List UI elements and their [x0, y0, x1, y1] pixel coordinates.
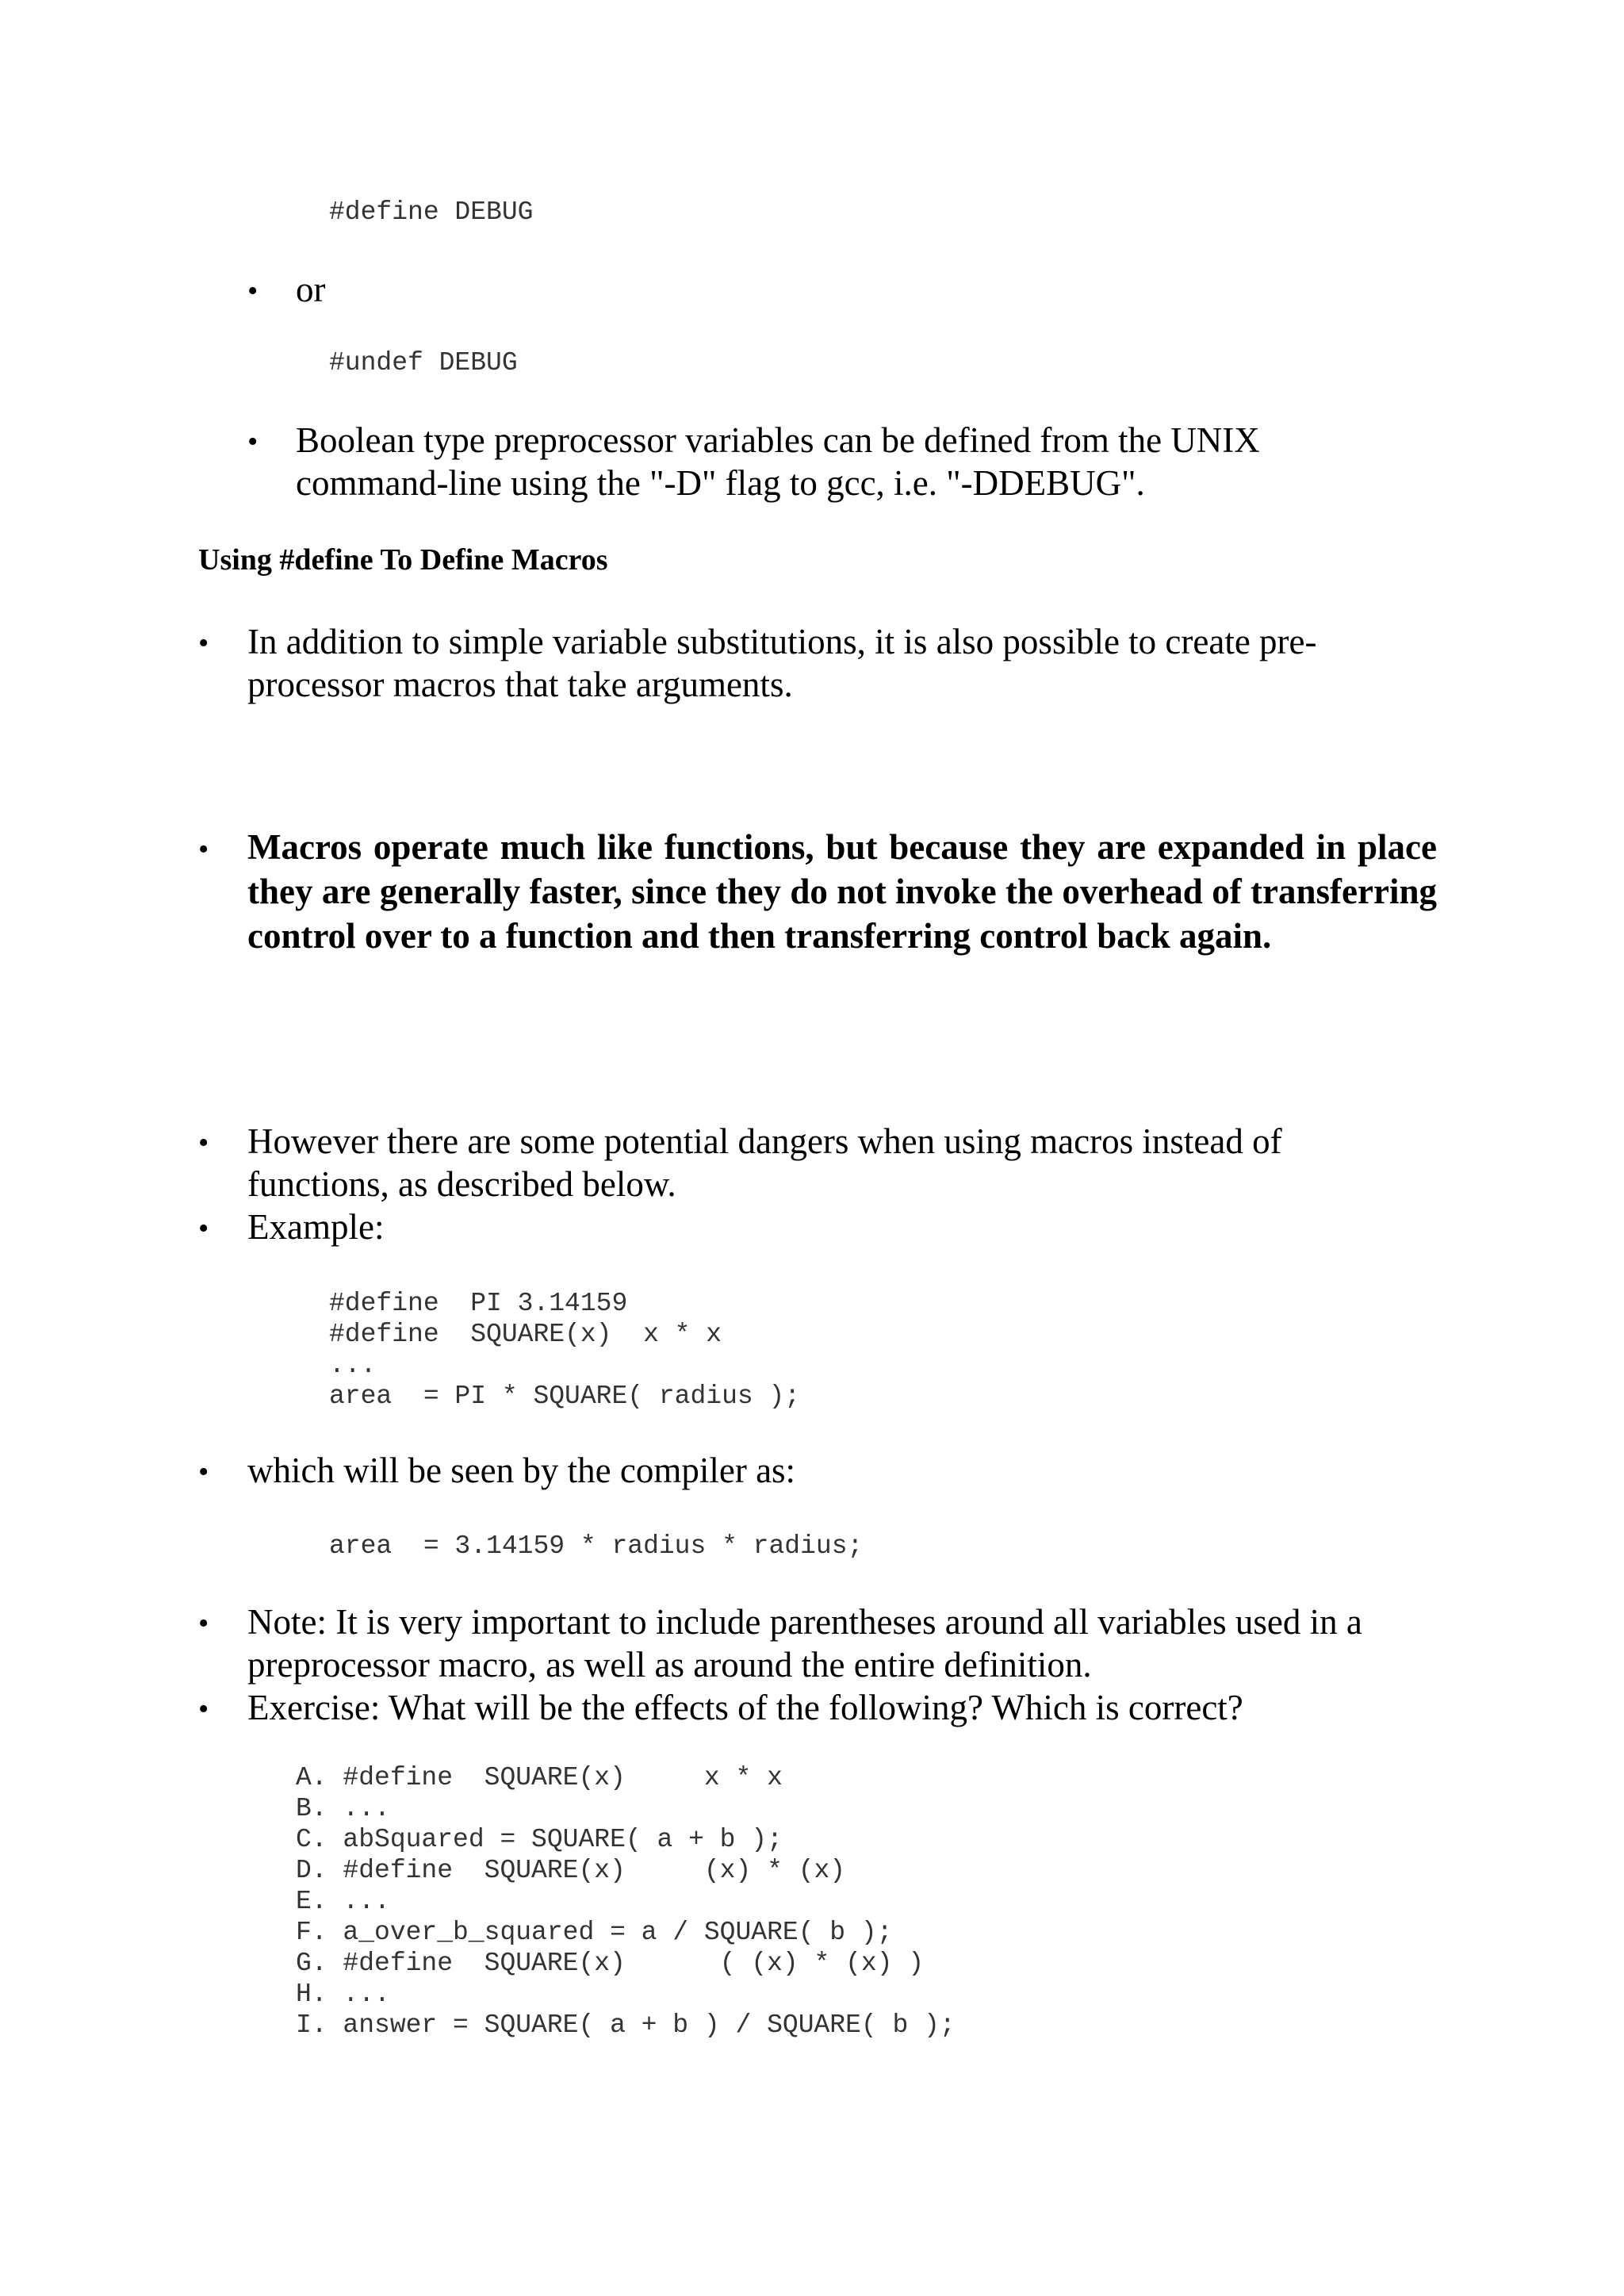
code-undef-debug: #undef DEBUG	[329, 348, 518, 378]
bullet-marker: •	[198, 1607, 209, 1640]
code-example-block	[329, 1288, 800, 1412]
code-line: #define PI 3.14159	[329, 1289, 628, 1318]
bullet-marker: •	[198, 833, 209, 866]
bullet-marker: •	[247, 425, 259, 458]
exercise-line: D. #define SQUARE(x) (x) * (x)	[296, 1856, 846, 1885]
bullet-note-text: Note: It is very important to include parentheses around all variables used in a preprocessor macro, as well as around the entire definition.	[247, 1602, 1362, 1685]
exercise-line: G. #define SQUARE(x) ( (x) * (x) )	[296, 1949, 925, 1978]
bullet-example-text: Example:	[247, 1207, 385, 1247]
bullet-marker: •	[198, 627, 209, 660]
bullet-compiler-text: which will be seen by the compiler as:	[247, 1451, 796, 1490]
bullet-marker: •	[198, 1212, 209, 1245]
exercise-line: B. ...	[296, 1794, 390, 1823]
bullet-macros-bold-text: Macros operate much like functions, but because they are expanded in place they are generally faster, since they do not invoke the overhead of transferring control over to a function and then transferring control back again.	[247, 827, 1437, 956]
code-compiler-line: area = 3.14159 * radius * radius;	[329, 1531, 864, 1561]
bullet-marker: •	[198, 1692, 209, 1726]
exercise-line: I. answer = SQUARE( a + b ) / SQUARE( b );	[296, 2010, 956, 2040]
exercise-line: E. ...	[296, 1887, 390, 1916]
bullet-or-text: or	[296, 270, 326, 309]
bullet-however-text: However there are some potential dangers when using macros instead of functions, as described below.	[247, 1121, 1282, 1204]
bullet-marker: •	[198, 1455, 209, 1489]
code-line: area = PI * SQUARE( radius );	[329, 1382, 801, 1411]
bullet-exercise-text: Exercise: What will be the effects of the following? Which is correct?	[247, 1688, 1243, 1727]
exercise-line: F. a_over_b_squared = a / SQUARE( b );	[296, 1918, 893, 1947]
code-line: #define SQUARE(x) x * x	[329, 1320, 722, 1349]
bullet-boolean-text: Boolean type preprocessor variables can be defined from the UNIX command-line using the "-D" flag to gcc, i.e. "-DDEBUG".	[296, 420, 1260, 503]
exercise-line: H. ...	[296, 1980, 390, 2009]
exercise-line: C. abSquared = SQUARE( a + b );	[296, 1825, 783, 1854]
bullet-marker: •	[198, 1126, 209, 1159]
exercise-line: A. #define SQUARE(x) x * x	[296, 1763, 783, 1792]
bullet-marker: •	[247, 274, 259, 308]
exercise-code-list	[296, 1762, 956, 2041]
section-heading: Using #define To Define Macros	[198, 543, 608, 577]
code-line: ...	[329, 1351, 377, 1380]
bullet-addition-text: In addition to simple variable substitutions, it is also possible to create pre-processor macros that take arguments.	[247, 622, 1317, 704]
code-define-debug: #define DEBUG	[329, 197, 534, 227]
